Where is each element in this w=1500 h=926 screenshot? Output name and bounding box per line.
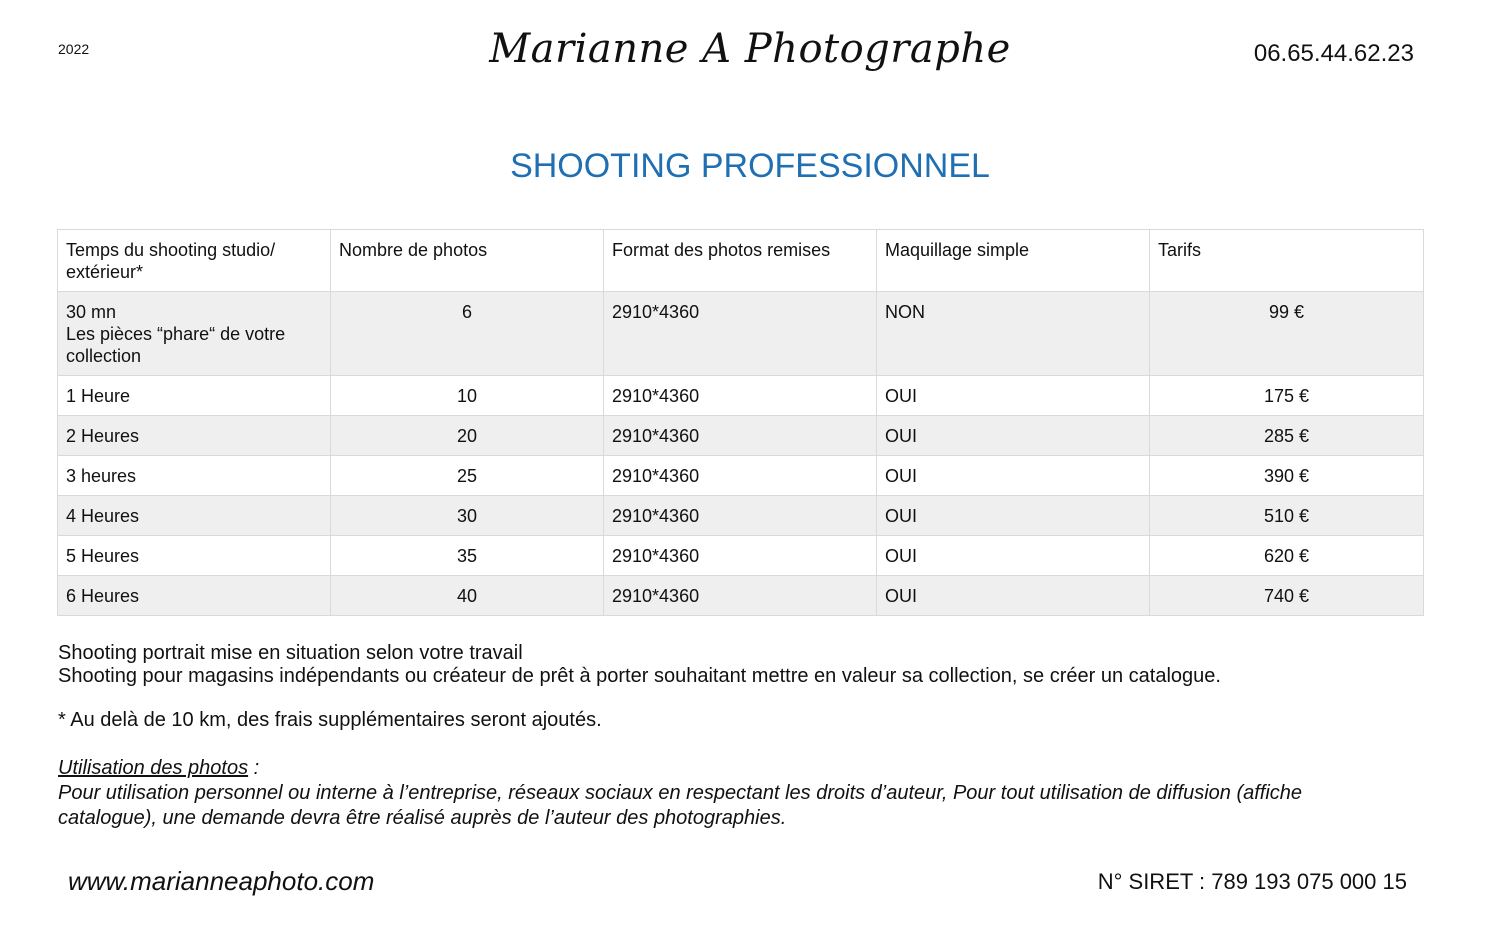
- header-makeup: Maquillage simple: [877, 230, 1150, 292]
- duration-note: Les pièces “phare“ de votre collection: [66, 324, 286, 366]
- price-cell: 285 €: [1150, 416, 1424, 456]
- usage-terms: [58, 756, 1388, 831]
- makeup-cell: NON: [877, 292, 1150, 376]
- duration-cell: 4 Heures: [58, 496, 331, 536]
- duration-cell: 6 Heures: [58, 576, 331, 616]
- header-duration: Temps du shooting studio/ extérieur*: [58, 230, 331, 292]
- travel-footnote: * Au delà de 10 km, des frais supplémentaires seront ajoutés.: [58, 709, 602, 731]
- usage-heading: Utilisation des photos: [58, 757, 249, 779]
- price-cell: 99 €: [1150, 292, 1424, 376]
- photo-count-cell: 30: [331, 496, 604, 536]
- duration-value: 30 mn: [66, 302, 117, 322]
- table-row: [58, 376, 1424, 416]
- usage-text: Pour utilisation personnel ou interne à l’entreprise, réseaux sociaux en respectant les droits d’auteur, Pour tout utilisation de diffusion (affiche catalogue), une demande devra être réalisé auprès de l’auteur des photographies.: [58, 782, 1303, 829]
- price-cell: 175 €: [1150, 376, 1424, 416]
- table-row: [58, 456, 1424, 496]
- header-price: Tarifs: [1150, 230, 1424, 292]
- photo-count-cell: 40: [331, 576, 604, 616]
- photo-count-cell: 35: [331, 536, 604, 576]
- format-cell: 2910*4360: [604, 292, 877, 376]
- format-cell: 2910*4360: [604, 416, 877, 456]
- format-cell: 2910*4360: [604, 496, 877, 536]
- duration-cell: [58, 292, 331, 376]
- makeup-cell: OUI: [877, 456, 1150, 496]
- table-row: [58, 576, 1424, 616]
- service-notes: [58, 642, 1438, 688]
- table-row: [58, 496, 1424, 536]
- format-cell: 2910*4360: [604, 376, 877, 416]
- makeup-cell: OUI: [877, 416, 1150, 456]
- photo-count-cell: 20: [331, 416, 604, 456]
- usage-heading-suffix: :: [248, 757, 260, 779]
- brand-logo: Marianne A Photographe: [489, 26, 1011, 72]
- table-header-row: [58, 230, 1424, 292]
- makeup-cell: OUI: [877, 376, 1150, 416]
- table-row: [58, 292, 1424, 376]
- photo-count-cell: 10: [331, 376, 604, 416]
- price-cell: 390 €: [1150, 456, 1424, 496]
- price-cell: 510 €: [1150, 496, 1424, 536]
- format-cell: 2910*4360: [604, 536, 877, 576]
- price-cell: 620 €: [1150, 536, 1424, 576]
- makeup-cell: OUI: [877, 576, 1150, 616]
- photo-count-cell: 6: [331, 292, 604, 376]
- note-line: Shooting pour magasins indépendants ou créateur de prêt à porter souhaitant mettre en valeur sa collection, se créer un catalogue.: [58, 665, 1221, 687]
- page-title: SHOOTING PROFESSIONNEL: [510, 147, 990, 185]
- pricing-table: [57, 229, 1424, 616]
- duration-cell: 3 heures: [58, 456, 331, 496]
- photo-count-cell: 25: [331, 456, 604, 496]
- makeup-cell: OUI: [877, 496, 1150, 536]
- duration-cell: 2 Heures: [58, 416, 331, 456]
- table-row: [58, 536, 1424, 576]
- makeup-cell: OUI: [877, 536, 1150, 576]
- phone-number: 06.65.44.62.23: [1253, 40, 1414, 67]
- note-line: Shooting portrait mise en situation selon votre travail: [58, 642, 523, 664]
- website-url: www.marianneaphoto.com: [68, 866, 375, 896]
- format-cell: 2910*4360: [604, 576, 877, 616]
- document-year: 2022: [58, 41, 90, 57]
- header-photo-count: Nombre de photos: [331, 230, 604, 292]
- duration-cell: 5 Heures: [58, 536, 331, 576]
- price-cell: 740 €: [1150, 576, 1424, 616]
- format-cell: 2910*4360: [604, 456, 877, 496]
- header-format: Format des photos remises: [604, 230, 877, 292]
- duration-cell: 1 Heure: [58, 376, 331, 416]
- siret-number: N° SIRET : 789 193 075 000 15: [1097, 869, 1407, 894]
- table-row: [58, 416, 1424, 456]
